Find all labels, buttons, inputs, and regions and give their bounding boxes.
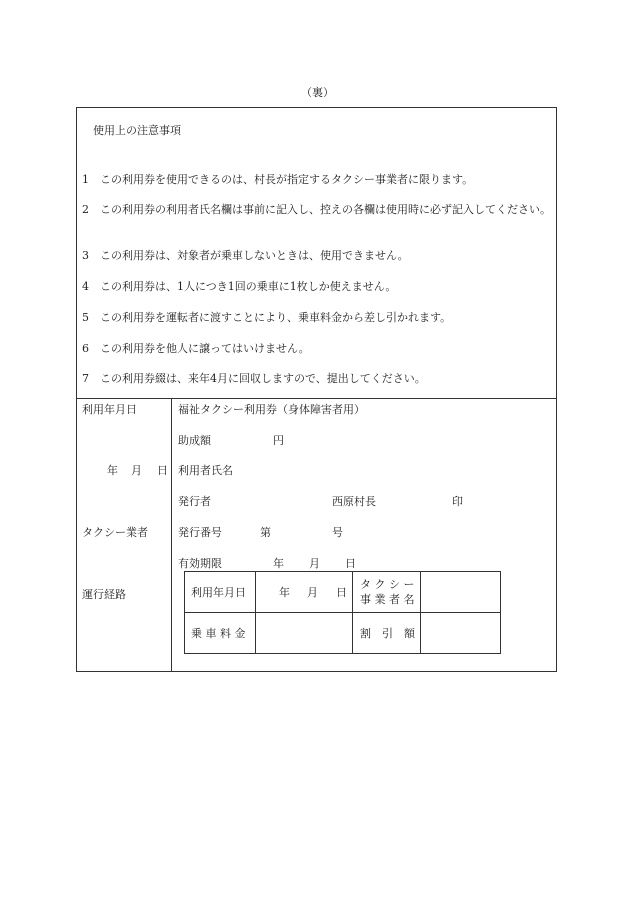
inner-use-date-label: 利用年月日 [191, 586, 246, 599]
inner-table-col1-divider [255, 571, 256, 654]
note-7-num: 7 [82, 372, 89, 385]
stub-taxi-company-label: タクシー業者 [82, 526, 148, 539]
stub-month-label: 月 [131, 464, 142, 477]
issuer-label: 発行者 [178, 495, 211, 508]
note-4-text: この利用券は、1人につき1回の乗車に1枚しか使えません。 [100, 280, 397, 293]
valid-day-label: 日 [345, 557, 356, 570]
issuer-name: 西原村長 [332, 495, 376, 508]
issue-number-dai: 第 [260, 526, 271, 539]
ticket-title: 福祉タクシー利用券（身体障害者用） [178, 403, 365, 416]
side-label: （裏） [301, 86, 334, 99]
stub-year-label: 年 [107, 464, 118, 477]
valid-year-label: 年 [273, 557, 284, 570]
stub-route-label: 運行経路 [82, 588, 126, 601]
issue-number-go: 号 [332, 526, 343, 539]
stub-use-date-label: 利用年月日 [82, 403, 137, 416]
stub-divider [171, 398, 172, 672]
notes-title: 使用上の注意事項 [93, 124, 181, 137]
note-6-text: この利用券を他人に譲ってはいけません。 [100, 342, 310, 355]
user-name-label: 利用者氏名 [178, 464, 233, 477]
note-3-num: 3 [82, 249, 89, 262]
note-5-num: 5 [82, 311, 89, 324]
yen-label: 円 [273, 434, 284, 447]
inner-table-row-divider [184, 612, 501, 613]
note-6-num: 6 [82, 342, 89, 355]
note-1-num: 1 [82, 173, 89, 186]
note-1-text: この利用券を使用できるのは、村長が指定するタクシー事業者に限ります。 [100, 173, 474, 186]
seal-label: 印 [452, 495, 463, 508]
inner-day-label: 日 [336, 586, 347, 599]
valid-until-label: 有効期限 [178, 557, 222, 570]
note-2-text: この利用券の利用者氏名欄は事前に記入し、控えの各欄は使用時に必ず記入してください。 [100, 203, 551, 216]
valid-month-label: 月 [309, 557, 320, 570]
note-4-num: 4 [82, 280, 89, 293]
note-5-text: この利用券を運転者に渡すことにより、乗車料金から差し引かれます。 [100, 311, 452, 324]
stub-day-label: 日 [157, 464, 168, 477]
inner-year-label: 年 [279, 586, 290, 599]
note-2-num: 2 [82, 203, 89, 216]
inner-month-label: 月 [307, 586, 318, 599]
note-7-text: この利用券綴は、来年4月に回収しますので、提出してください。 [100, 372, 426, 385]
inner-taxi-company-line2: 事 業 者 名 [360, 593, 415, 606]
section-divider [76, 398, 557, 399]
note-3-text: この利用券は、対象者が乗車しないときは、使用できません。 [100, 249, 409, 262]
issue-number-label: 発行番号 [178, 526, 222, 539]
inner-taxi-company-line1: タ ク シ ー [360, 578, 415, 591]
inner-table-col3-divider [420, 571, 421, 654]
inner-discount-label: 割 引 額 [360, 627, 415, 640]
subsidy-label: 助成額 [178, 434, 211, 447]
inner-fare-label: 乗 車 料 金 [191, 627, 246, 640]
inner-table-col2-divider [352, 571, 353, 654]
